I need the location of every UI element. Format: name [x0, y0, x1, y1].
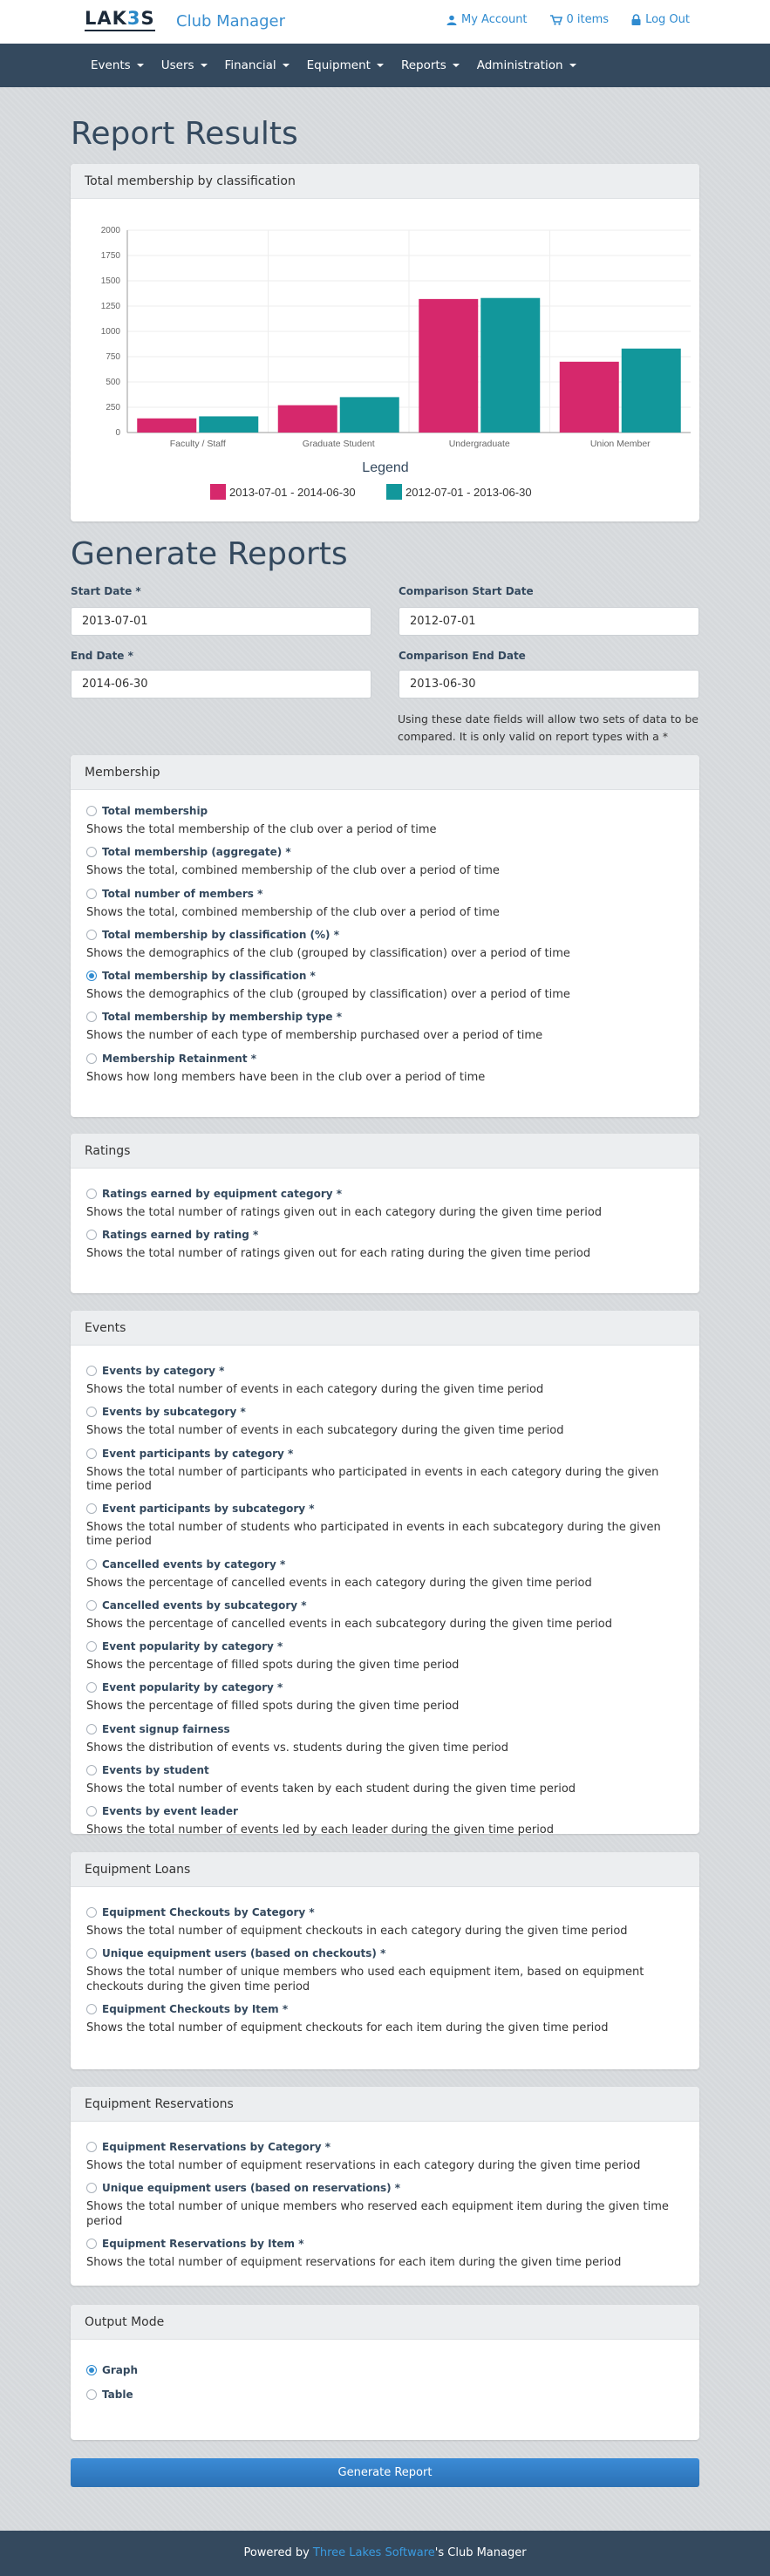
option-radio[interactable]	[86, 1448, 97, 1459]
three-lakes-link[interactable]: Three Lakes Software	[312, 2546, 435, 2559]
option-radio[interactable]	[86, 889, 97, 899]
option-radio[interactable]	[86, 1641, 97, 1652]
y-tick-label: 750	[106, 352, 120, 362]
option-title: Total membership (aggregate) *	[102, 846, 291, 859]
membership-option[interactable]	[86, 1053, 685, 1065]
logout-link[interactable]: Log Out	[631, 13, 690, 26]
option-description: Shows the demographics of the club (grouped by classification) over a period of time	[86, 988, 570, 1001]
option-radio[interactable]	[86, 1503, 97, 1514]
events-option[interactable]	[86, 1640, 685, 1653]
bar	[199, 416, 258, 433]
y-tick-label: 2000	[100, 226, 120, 235]
option-radio[interactable]	[86, 2004, 97, 2014]
option-radio[interactable]	[86, 1230, 97, 1240]
option-description: Shows the total number of events in each category during the given time period	[86, 1383, 544, 1396]
report-results-title: Report Results	[71, 116, 298, 152]
option-description: Shows the distribution of events vs. students during the given time period	[86, 1741, 508, 1755]
reservations-option[interactable]	[86, 2238, 685, 2250]
loans-option[interactable]	[86, 1947, 685, 1959]
option-title: Total membership by membership type *	[102, 1011, 343, 1024]
option-radio[interactable]	[86, 1189, 97, 1199]
footer: Powered by Three Lakes Software's Club Manager	[0, 2531, 770, 2576]
membership-option[interactable]	[86, 805, 685, 817]
y-tick-label: 0	[115, 428, 120, 438]
option-title: Total membership	[102, 805, 208, 817]
end-date-label: End Date *	[71, 650, 133, 662]
start-date-label: Start Date *	[71, 585, 141, 597]
option-title: Event popularity by category *	[102, 1640, 283, 1653]
reservations-option[interactable]	[86, 2182, 685, 2194]
option-radio[interactable]	[86, 2183, 97, 2193]
option-description: Shows the total number of ratings given out for each rating during the given time period	[86, 1247, 591, 1261]
x-tick-label: Union Member	[589, 439, 651, 449]
option-radio[interactable]	[86, 930, 97, 940]
date-help-text: Using these date fields will allow two sets of data to be compared. It is only valid on report types with a *	[398, 712, 698, 743]
option-description: Shows how long members have been in the club over a period of time	[86, 1070, 486, 1084]
legend-swatch	[386, 484, 402, 500]
comparison-start-date-input[interactable]: 2012-07-01	[399, 607, 699, 636]
option-description: Shows the total number of unique members who reserved each equipment item during the given time period	[86, 2200, 669, 2228]
nav-events[interactable]: Events	[91, 58, 144, 72]
option-description: Shows the percentage of filled spots during the given time period	[86, 1700, 460, 1714]
option-title: Event participants by category *	[102, 1447, 294, 1460]
option-title: Events by event leader	[102, 1805, 238, 1817]
bar	[419, 299, 478, 433]
option-description: Shows the demographics of the club (grouped by classification) over a period of time	[86, 946, 570, 960]
bar	[480, 298, 540, 433]
legend-swatch	[210, 484, 226, 500]
y-tick-label: 250	[106, 403, 120, 412]
caret-down-icon	[453, 64, 460, 67]
option-radio[interactable]	[86, 1907, 97, 1918]
option-title: Membership Retainment *	[102, 1052, 257, 1065]
option-radio[interactable]	[86, 1053, 97, 1064]
option-description: Shows the total number of equipment reservations for each item during the given time period	[86, 2255, 622, 2269]
option-description: Shows the total number of students who participated in events in each subcategory during the given time period	[86, 1521, 661, 1549]
ratings-panel-title: Ratings	[71, 1134, 699, 1169]
option-radio[interactable]	[86, 1948, 97, 1959]
option-radio[interactable]	[86, 1366, 97, 1376]
option-description: Shows the total number of events led by each leader during the given time period	[86, 1823, 555, 1837]
option-title: Total membership by classification (%) *	[102, 928, 339, 941]
y-tick-label: 500	[106, 378, 120, 387]
events-panel-title: Events	[71, 1311, 699, 1346]
option-radio[interactable]	[86, 1724, 97, 1734]
events-option[interactable]	[86, 1448, 685, 1460]
bar	[278, 405, 337, 433]
nav-administration[interactable]: Administration	[477, 58, 576, 72]
option-radio[interactable]	[86, 2239, 97, 2249]
option-description: Shows the percentage of cancelled events in each subcategory during the given time period	[86, 1617, 612, 1631]
membership-panel	[71, 755, 699, 1117]
option-title: Equipment Checkouts by Category *	[102, 1906, 315, 1918]
option-title: Total membership by classification *	[102, 970, 316, 982]
events-option[interactable]	[86, 1805, 685, 1817]
option-description: Shows the total number of events taken by each student during the given time period	[86, 1782, 576, 1796]
output-mode-panel-title: Output Mode	[71, 2305, 699, 2340]
option-title: Total number of members *	[102, 887, 263, 900]
logo[interactable]: LAK3S	[85, 8, 155, 29]
option-title: Ratings earned by rating *	[102, 1229, 259, 1242]
membership-option[interactable]	[86, 929, 685, 941]
events-panel	[71, 1311, 699, 1837]
app-name[interactable]: Club Manager	[176, 12, 286, 31]
option-radio[interactable]	[86, 1407, 97, 1417]
option-description: Shows the total number of equipment reservations in each category during the given time period	[86, 2159, 641, 2172]
legend-label: 2012-07-01 - 2013-06-30	[405, 486, 532, 499]
option-description: Shows the total, combined membership of the club over a period of time	[86, 905, 500, 919]
comparison-end-date-label: Comparison End Date	[399, 650, 526, 662]
caret-down-icon	[377, 64, 384, 67]
loans-option[interactable]	[86, 1906, 685, 1918]
nav-financial[interactable]: Financial	[225, 58, 290, 72]
equipment-loans-panel	[71, 1852, 699, 2069]
events-option[interactable]	[86, 1365, 685, 1377]
option-description: Shows the total membership of the club over a period of time	[86, 823, 437, 836]
cart-link[interactable]: 0 items	[550, 13, 610, 26]
bar-chart	[71, 199, 699, 521]
option-description: Shows the total, combined membership of the club over a period of time	[86, 864, 500, 878]
option-title: Event participants by subcategory *	[102, 1503, 315, 1515]
option-radio[interactable]	[86, 847, 97, 857]
equipment-reservations-panel-title: Equipment Reservations	[71, 2087, 699, 2122]
reservations-option[interactable]	[86, 2141, 685, 2153]
lock-icon	[631, 14, 641, 25]
y-tick-label: 1000	[100, 327, 120, 337]
legend-title: Legend	[362, 460, 409, 475]
my-account-link[interactable]: My Account	[446, 13, 528, 26]
nav-users[interactable]: Users	[161, 58, 208, 72]
table-radio[interactable]	[86, 2389, 97, 2400]
option-radio[interactable]	[86, 1012, 97, 1022]
option-description: Shows the total number of ratings given out in each category during the given time period	[86, 1206, 603, 1219]
ratings-panel	[71, 1134, 699, 1293]
option-description: Shows the total number of participants who participated in events in each category during the given time period	[86, 1465, 659, 1493]
equipment-loans-panel-title: Equipment Loans	[71, 1852, 699, 1887]
output-option-table[interactable]: Table	[86, 2389, 685, 2401]
results-panel	[71, 164, 699, 521]
bar	[340, 397, 399, 433]
generate-report-button[interactable]: Generate Report	[71, 2458, 699, 2487]
legend-label: 2013-07-01 - 2014-06-30	[229, 486, 356, 499]
generate-reports-title: Generate Reports	[71, 536, 348, 572]
ratings-option[interactable]	[86, 1188, 685, 1200]
user-icon	[446, 15, 457, 25]
option-radio[interactable]	[86, 1682, 97, 1693]
comparison-start-date-label: Comparison Start Date	[399, 585, 534, 597]
main-nav	[0, 44, 770, 87]
events-option[interactable]	[86, 1723, 685, 1735]
option-title: Equipment Reservations by Item *	[102, 2237, 304, 2250]
option-radio[interactable]	[86, 971, 97, 981]
option-title: Unique equipment users (based on checkouts) *	[102, 1947, 386, 1960]
option-title: Events by student	[102, 1763, 209, 1776]
option-title: Events by category *	[102, 1365, 225, 1377]
membership-option[interactable]	[86, 846, 685, 858]
events-option[interactable]	[86, 1599, 685, 1612]
ratings-option[interactable]	[86, 1229, 685, 1241]
events-option[interactable]	[86, 1503, 685, 1515]
y-tick-label: 1250	[100, 302, 120, 311]
caret-down-icon	[201, 64, 208, 67]
x-tick-label: Faculty / Staff	[169, 439, 226, 449]
nav-equipment[interactable]: Equipment	[307, 58, 384, 72]
x-tick-label: Graduate Student	[302, 439, 375, 449]
bar	[560, 362, 619, 433]
option-title: Event popularity by category *	[102, 1681, 283, 1694]
option-radio[interactable]	[86, 1806, 97, 1816]
option-description: Shows the total number of events in each subcategory during the given time period	[86, 1424, 564, 1438]
date-form	[71, 577, 699, 717]
option-description: Shows the percentage of cancelled events in each category during the given time period	[86, 1576, 592, 1590]
caret-down-icon	[137, 64, 144, 67]
comparison-end-date-input[interactable]: 2013-06-30	[399, 670, 699, 699]
membership-option[interactable]	[86, 970, 685, 982]
option-description: Shows the total number of equipment checkouts in each category during the given time period	[86, 1925, 628, 1938]
option-title: Cancelled events by subcategory *	[102, 1598, 307, 1612]
y-tick-label: 1500	[100, 276, 120, 286]
bar	[622, 349, 681, 433]
output-mode-panel	[71, 2305, 699, 2440]
membership-option[interactable]	[86, 888, 685, 900]
option-title: Equipment Reservations by Category *	[102, 2141, 330, 2153]
membership-option[interactable]	[86, 1011, 685, 1023]
caret-down-icon	[569, 64, 576, 67]
loans-option[interactable]	[86, 2003, 685, 2015]
brand-bar	[0, 0, 770, 44]
option-radio[interactable]	[86, 2142, 97, 2152]
events-option[interactable]	[86, 1558, 685, 1571]
end-date-input[interactable]: 2014-06-30	[71, 670, 371, 699]
option-description: Shows the total number of unique members who used each equipment item, based on equipment checkouts during the given time period	[86, 1966, 644, 1993]
bar	[137, 419, 196, 433]
events-option[interactable]	[86, 1764, 685, 1776]
option-title: Unique equipment users (based on reservations) *	[102, 2182, 401, 2195]
start-date-input[interactable]: 2013-07-01	[71, 607, 371, 636]
equipment-reservations-panel	[71, 2087, 699, 2286]
nav-reports[interactable]: Reports	[401, 58, 460, 72]
cart-icon	[550, 15, 562, 25]
option-description: Shows the percentage of filled spots during the given time period	[86, 1659, 460, 1672]
option-radio[interactable]	[86, 1765, 97, 1775]
events-option[interactable]	[86, 1681, 685, 1693]
option-title: Cancelled events by category *	[102, 1557, 286, 1571]
option-description: Shows the total number of equipment checkouts for each item during the given time period	[86, 2021, 609, 2034]
caret-down-icon	[283, 64, 290, 67]
membership-panel-title: Membership	[71, 755, 699, 790]
option-title: Event signup fairness	[102, 1722, 230, 1735]
output-option-graph[interactable]: Graph	[86, 2364, 685, 2376]
x-tick-label: Undergraduate	[448, 439, 510, 449]
option-radio[interactable]	[86, 1600, 97, 1611]
option-title: Ratings earned by equipment category *	[102, 1188, 343, 1200]
option-title: Events by subcategory *	[102, 1406, 246, 1419]
y-tick-label: 1750	[100, 251, 120, 261]
option-title: Equipment Checkouts by Item *	[102, 2002, 289, 2015]
option-radio[interactable]	[86, 806, 97, 816]
option-description: Shows the number of each type of membership purchased over a period of time	[86, 1029, 543, 1043]
account-links	[446, 13, 690, 26]
graph-radio[interactable]	[86, 2365, 97, 2375]
results-panel-title: Total membership by classification	[71, 164, 699, 199]
option-radio[interactable]	[86, 1559, 97, 1570]
events-option[interactable]	[86, 1406, 685, 1418]
